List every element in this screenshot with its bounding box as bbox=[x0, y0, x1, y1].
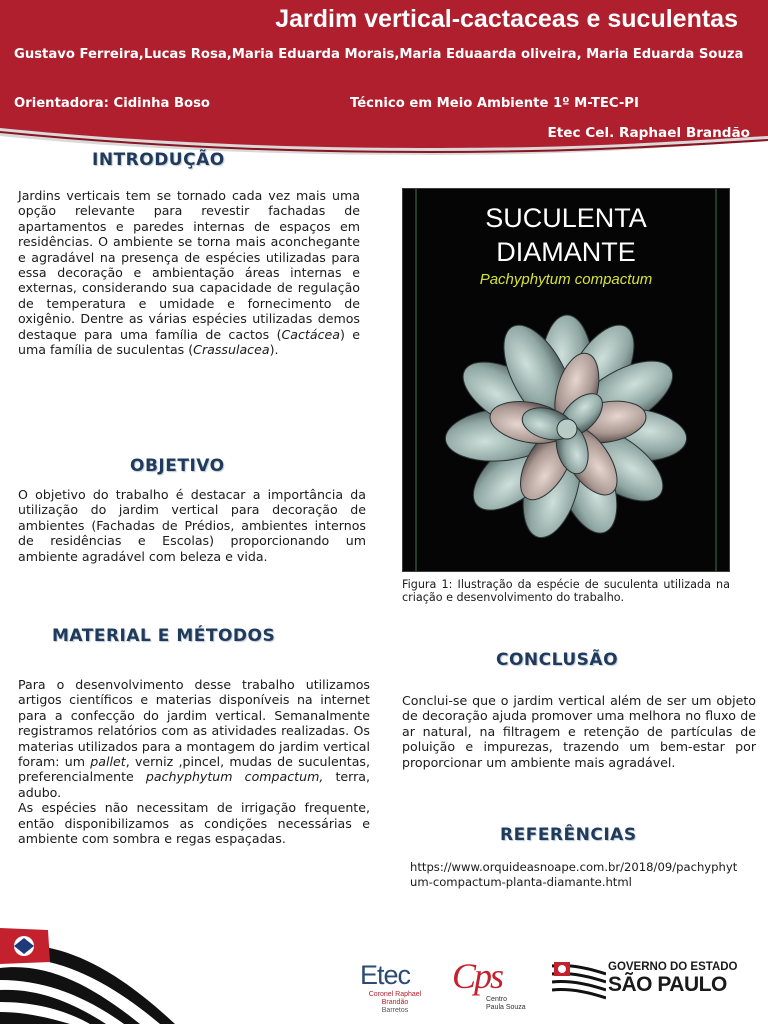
succulent-figure bbox=[402, 188, 730, 572]
succulent-rosette-illustration bbox=[403, 299, 731, 559]
etec-logo: Etec Coronel Raphael Brandão Barretos bbox=[360, 960, 422, 1014]
header-banner bbox=[0, 0, 768, 160]
conclusion-heading: CONCLUSÃO bbox=[496, 650, 619, 670]
authors: Gustavo Ferreira,Lucas Rosa,Maria Eduarda Morais,Maria Eduaarda oliveira, Maria Eduarda Souza bbox=[14, 47, 744, 62]
figure-subtitle: Pachyphytum compactum bbox=[479, 271, 653, 288]
cps-logo: Cps Centro Paula Souza bbox=[452, 956, 526, 1011]
figure-title: SUCULENTA DIAMANTE bbox=[485, 203, 647, 267]
conclusion-text: Conclui-se que o jardim vertical além de ser um objeto de decoração ajuda promover uma melhora no fluxo de ar natural, na filtragem e retenção de partículas de poluição e impurezas, trazendo um bem-estar por proporcionar um ambiente mais agradável. bbox=[402, 693, 756, 770]
poster-title: Jardim vertical-cactaceas e suculentas bbox=[275, 5, 738, 33]
course-info: Técnico em Meio Ambiente 1º M-TEC-PI bbox=[350, 96, 639, 111]
school-name: Etec Cel. Raphael Brandão bbox=[547, 125, 750, 141]
sp-stripes-icon bbox=[552, 960, 606, 1000]
advisor: Orientadora: Cidinha Boso bbox=[14, 96, 210, 111]
intro-heading: INTRODUÇÃO bbox=[92, 150, 225, 170]
objective-text: O objetivo do trabalho é destacar a importância da utilização do jardim vertical para decoração de ambientes (Fachadas de Prédios, ambientes internos de residências e Escolas) proporcionando um ambiente agradável com beleza e vida. bbox=[18, 487, 366, 564]
methods-text: Para o desenvolvimento desse trabalho utilizamos artigos científicos e materias disponíveis na internet para a confecção do jardim vertical. Semanalmente registramos relatórios com as atividades realizadas. Os materias utilizados para a montagem do jardim vertical foram: um pallet, verniz ,pincel, mudas de suculentas, preferencialmente pachyphytum compactum, terra, adubo. As espécies não necessitam de irrigação frequente, então disponibilizamos as condições necessárias e ambiente com sombra e regas espaçadas. bbox=[18, 677, 370, 847]
sao-paulo-flag-icon bbox=[0, 918, 190, 1024]
figure-caption: Figura 1: Ilustração da espécie de suculenta utilizada na criação e desenvolvimento do trabalho. bbox=[402, 578, 730, 605]
objective-heading: OBJETIVO bbox=[130, 456, 225, 476]
methods-heading: MATERIAL E MÉTODOS bbox=[52, 626, 276, 646]
references-heading: REFERÊNCIAS bbox=[500, 825, 637, 845]
governo-sp-logo: GOVERNO DO ESTADO SÃO PAULO bbox=[552, 960, 742, 1000]
reference-link[interactable]: https://www.orquideasnoape.com.br/2018/09/pachyphytum-compactum-planta-diamante.html bbox=[410, 860, 738, 889]
intro-text: Jardins verticais tem se tornado cada vez mais uma opção relevante para revestir fachadas de apartamentos e paredes internas de espaços em residências. O ambiente se torna mais aconchegante e agradável na presença de espécies utilizadas para essa decoração e ambientação áreas internas e externas, considerando sua capacidade de regulação de temperatura e umidade e fornecimento de oxigênio. Dentre as várias espécies utilizadas demos destaque para uma família de cactos (Cactácea) e uma família de suculentas (Crassulacea). bbox=[18, 188, 360, 358]
